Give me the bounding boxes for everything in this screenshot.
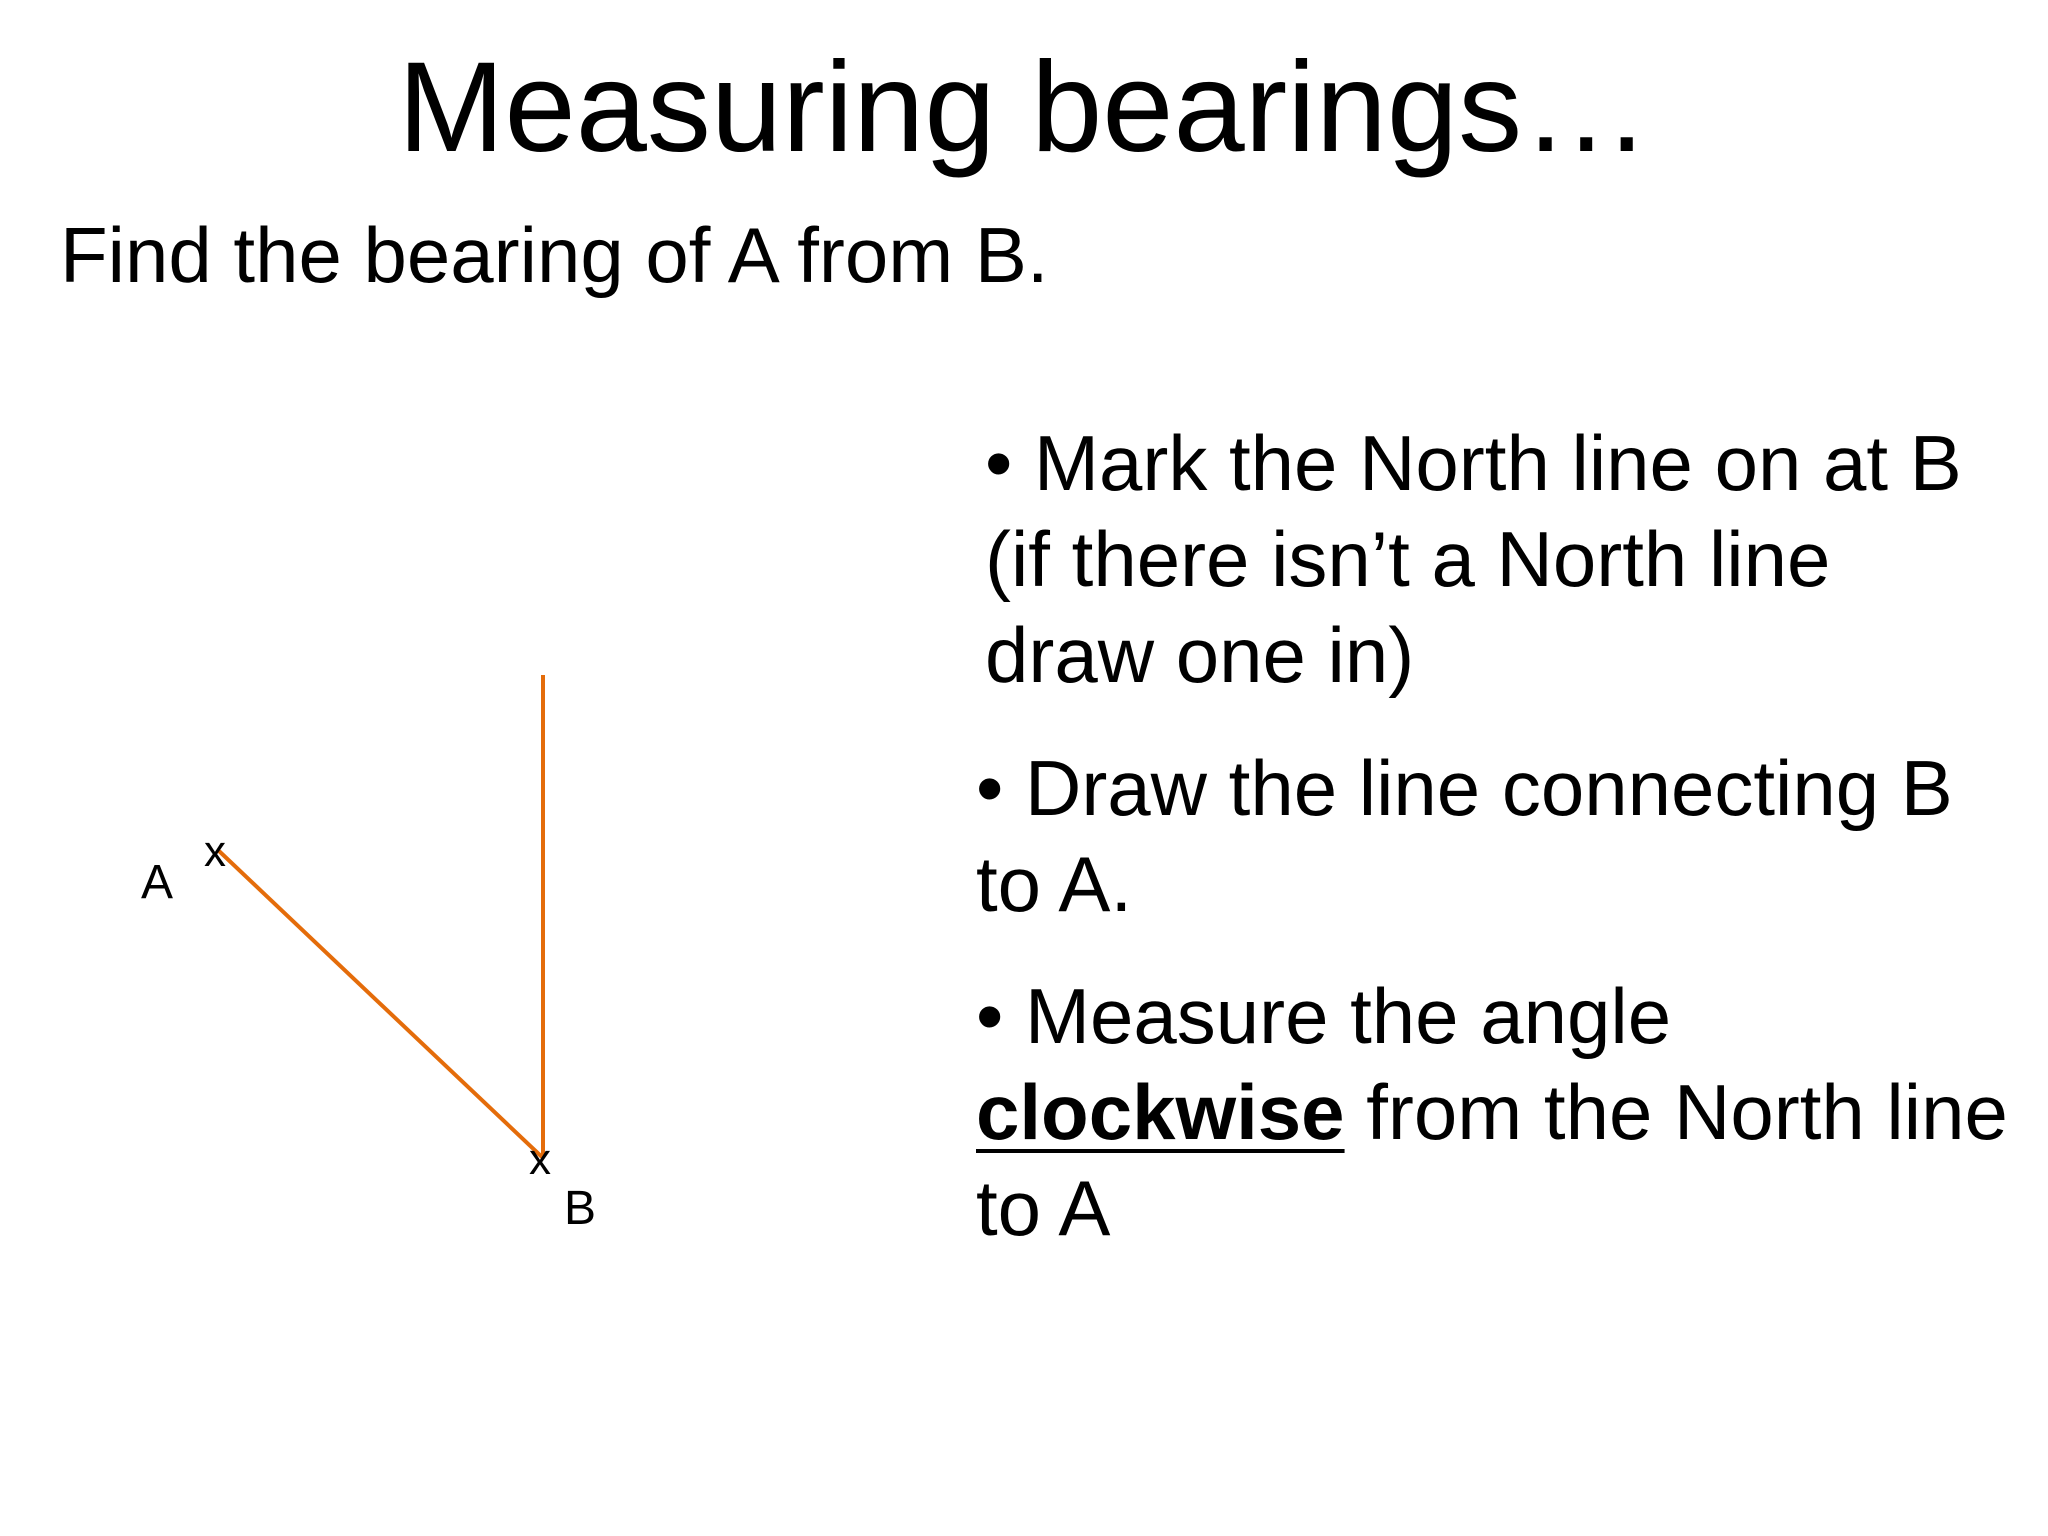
bullet-marker: • [985, 419, 1013, 507]
line-b-to-a [219, 851, 543, 1158]
instruction-line: to A [976, 1164, 1111, 1252]
point-b-label: B [564, 1182, 597, 1235]
point-a-label: A [141, 856, 174, 909]
instruction-line: • Draw the line connecting B [976, 744, 1953, 832]
bullet-marker: • [976, 744, 1004, 832]
instruction-line: to A. [976, 840, 1133, 928]
instruction-line: draw one in) [985, 611, 1415, 699]
instruction-measure-angle [976, 968, 2008, 1256]
instruction-north-line [985, 415, 1962, 703]
instruction-line: clockwise from the North line [976, 1068, 2008, 1156]
point-b-marker: x [529, 1135, 551, 1184]
slide-title: Measuring bearings… [397, 36, 1651, 179]
instruction-line: • Mark the North line on at B [985, 419, 1962, 507]
instruction-line: • Measure the angle [976, 972, 1672, 1060]
emphasis-clockwise: clockwise [976, 1068, 1345, 1156]
point-a-marker: x [204, 827, 226, 876]
question-text: Find the bearing of A from B. [60, 211, 1049, 299]
instruction-connect-line [976, 740, 1953, 932]
instruction-line: (if there isn’t a North line [985, 515, 1831, 603]
bullet-marker: • [976, 972, 1004, 1060]
